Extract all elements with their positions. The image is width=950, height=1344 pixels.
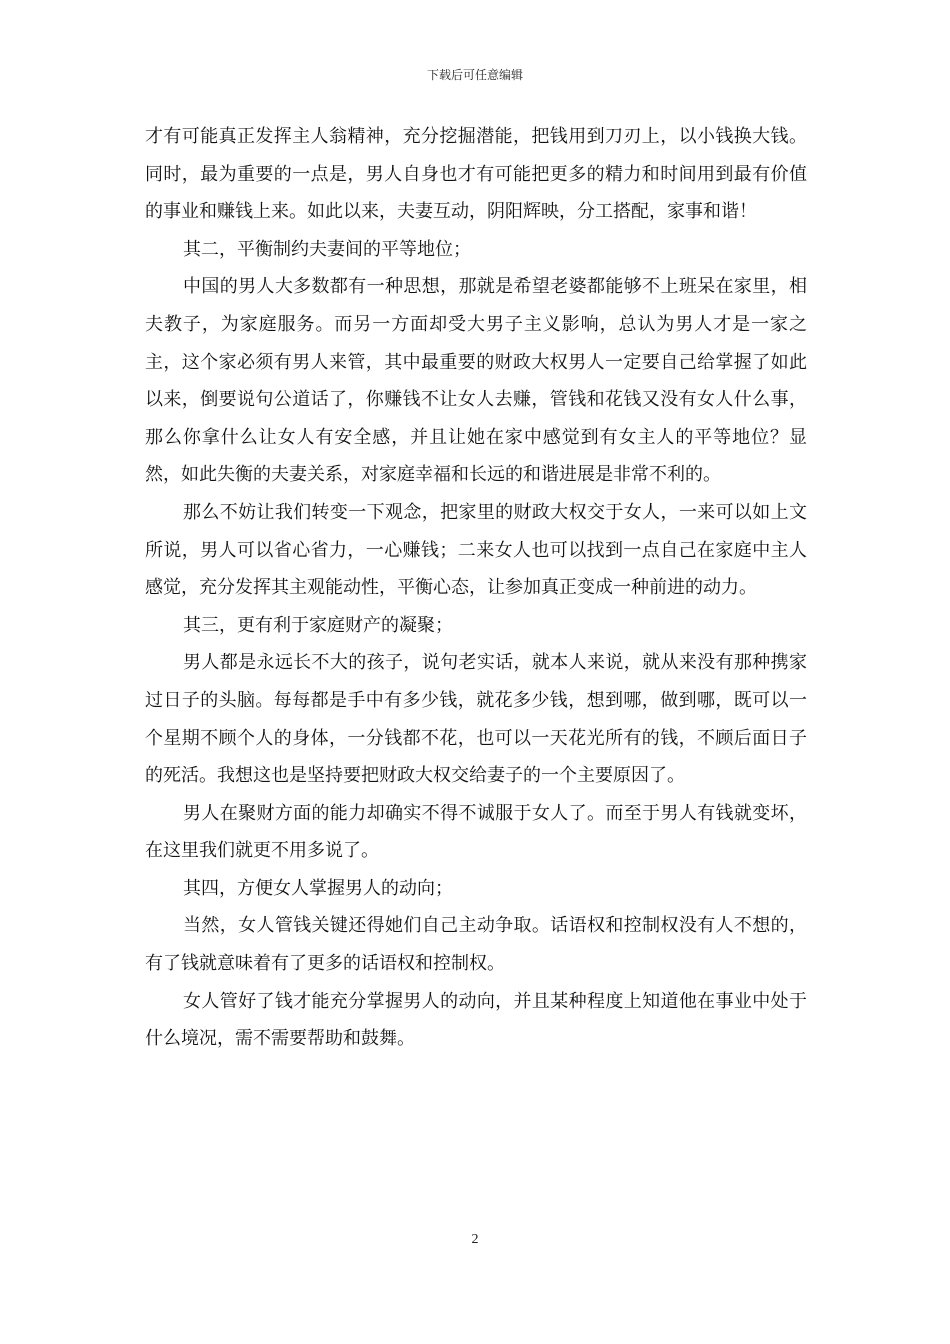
paragraph: 才有可能真正发挥主人翁精神，充分挖掘潜能，把钱用到刀刃上，以小钱换大钱。同时，最为重要的一点是，男人自身也才有可能把更多的精力和时间用到最有价值的事业和赚钱上来。如此以来，夫妻互动，阴阳辉映，分工搭配，家事和谐！ bbox=[145, 126, 807, 223]
paragraph: 女人管好了钱才能充分掌握男人的动向，并且某种程度上知道他在事业中处于什么境况，需不需要帮助和鼓舞。 bbox=[145, 990, 807, 1050]
document-body bbox=[145, 118, 807, 1058]
paragraph: 中国的男人大多数都有一种思想，那就是希望老婆都能够不上班呆在家里，相夫教子，为家庭服务。而另一方面却受大男子主义影响，总认为男人才是一家之主，这个家必须有男人来管，其中最重要的财政大权男人一定要自己给掌握了如此以来，倒要说句公道话了，你赚钱不让女人去赚，管钱和花钱又没有女人什么事，那么你拿什么让女人有安全感，并且让她在家中感觉到有女主人的平等地位？显然，如此失衡的夫妻关系，对家庭幸福和长远的和谐进展是非常不利的。 bbox=[145, 276, 807, 486]
section-heading: 其四，方便女人掌握男人的动向； bbox=[183, 877, 453, 899]
paragraph: 那么不妨让我们转变一下观念，把家里的财政大权交于女人，一来可以如上文所说，男人可以省心省力，一心赚钱；二来女人也可以找到一点自己在家庭中主人感觉，充分发挥其主观能动性，平衡心态，让参加真正变成一种前进的动力。 bbox=[145, 501, 807, 599]
paragraph: 男人都是永远长不大的孩子，说句老实话，就本人来说，就从来没有那种携家过日子的头脑。每每都是手中有多少钱，就花多少钱，想到哪，做到哪，既可以一个星期不顾个人的身体，一分钱都不花，也可以一天花光所有的钱，不顾后面日子的死活。我想这也是坚持要把财政大权交给妻子的一个主要原因了。 bbox=[145, 652, 807, 787]
section-heading: 其三，更有利于家庭财产的凝聚； bbox=[183, 614, 453, 636]
paragraph: 男人在聚财方面的能力却确实不得不诚服于女人了。而至于男人有钱就变坏，在这里我们就更不用多说了。 bbox=[145, 802, 807, 862]
section-heading: 其二，平衡制约夫妻间的平等地位； bbox=[183, 238, 471, 260]
page-header: 下载后可任意编辑 bbox=[426, 68, 523, 82]
page-number: 2 bbox=[471, 1232, 479, 1247]
paragraph: 当然，女人管钱关键还得她们自己主动争取。话语权和控制权没有人不想的，有了钱就意味着有了更多的话语权和控制权。 bbox=[145, 915, 807, 975]
